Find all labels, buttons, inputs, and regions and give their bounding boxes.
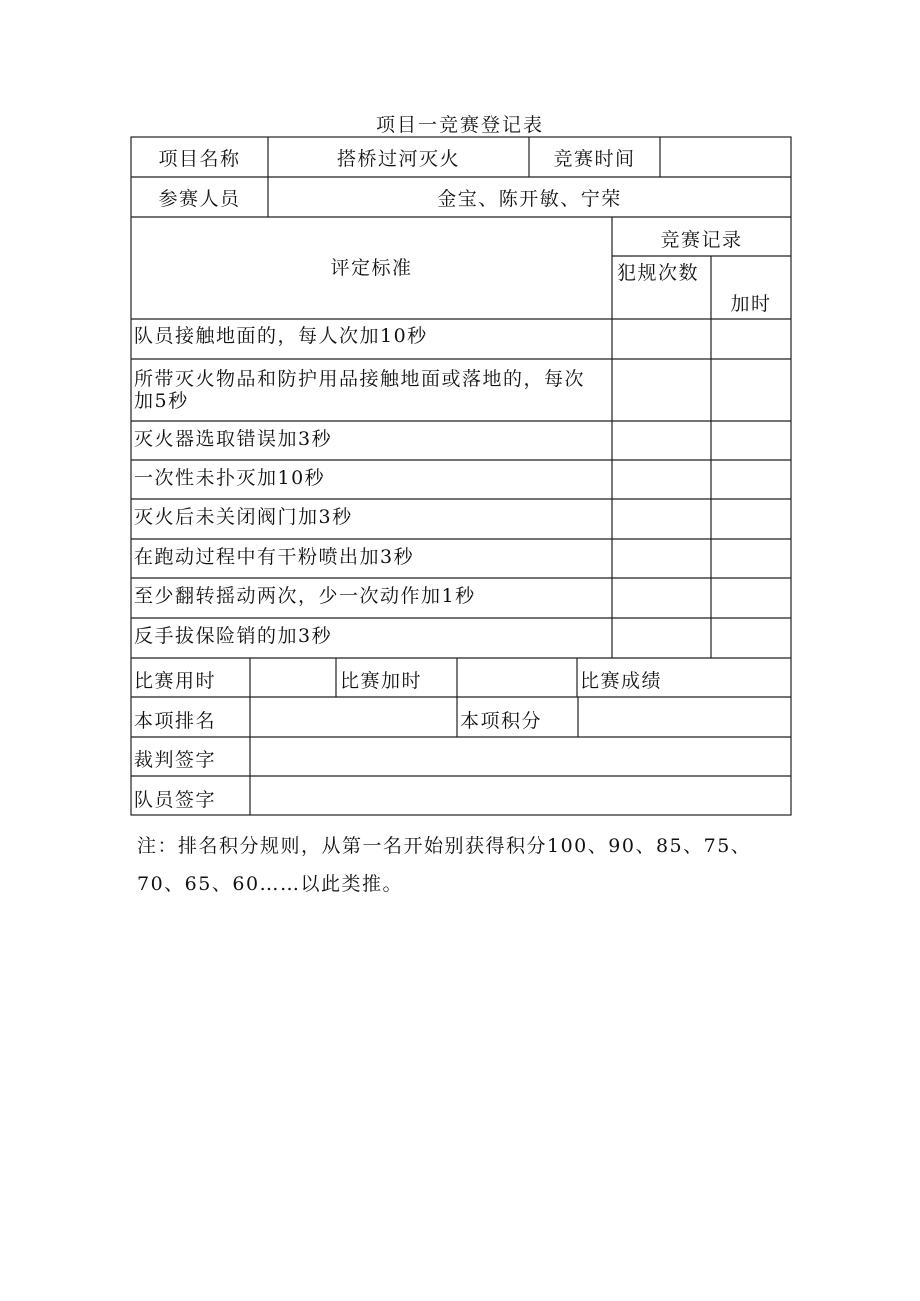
judge-signature-label: 裁判签字 [134, 749, 217, 771]
race-time-label: 比赛用时 [134, 670, 217, 692]
violations-header: 犯规次数 [617, 262, 700, 284]
criterion-row: 所带灭火物品和防护用品接触地面或落地的，每次加5秒 [134, 368, 586, 412]
criterion-row: 一次性未扑灭加10秒 [134, 467, 326, 489]
rank-label: 本项排名 [134, 710, 217, 732]
criterion-row: 灭火器选取错误加3秒 [134, 428, 333, 450]
criterion-row: 反手拔保险销的加3秒 [134, 625, 333, 647]
members-value: 金宝、陈开敏、宁荣 [437, 188, 622, 210]
competition-time-label: 竞赛时间 [553, 148, 636, 170]
criteria-header: 评定标准 [330, 257, 413, 279]
race-result-label: 比赛成绩 [580, 670, 663, 692]
page-title: 项目一竞赛登记表 [375, 114, 544, 136]
points-label: 本项积分 [460, 710, 543, 732]
record-header: 竞赛记录 [660, 229, 743, 251]
race-added-time-label: 比赛加时 [340, 670, 423, 692]
added-time-header: 加时 [730, 293, 772, 315]
scoring-note: 注：排名积分规则，从第一名开始别获得积分100、90、85、75、70、65、60……以此类推。 [137, 835, 752, 895]
members-label: 参赛人员 [158, 188, 241, 210]
criterion-row: 灭火后未关闭阀门加3秒 [134, 506, 353, 528]
member-signature-label: 队员签字 [134, 789, 217, 811]
project-name-value: 搭桥过河灭火 [336, 148, 460, 170]
criterion-row: 在跑动过程中有干粉喷出加3秒 [134, 546, 415, 568]
criterion-row: 队员接触地面的，每人次加10秒 [134, 325, 428, 347]
criterion-row: 至少翻转摇动两次，少一次动作加1秒 [134, 585, 476, 607]
project-name-label: 项目名称 [158, 148, 241, 170]
